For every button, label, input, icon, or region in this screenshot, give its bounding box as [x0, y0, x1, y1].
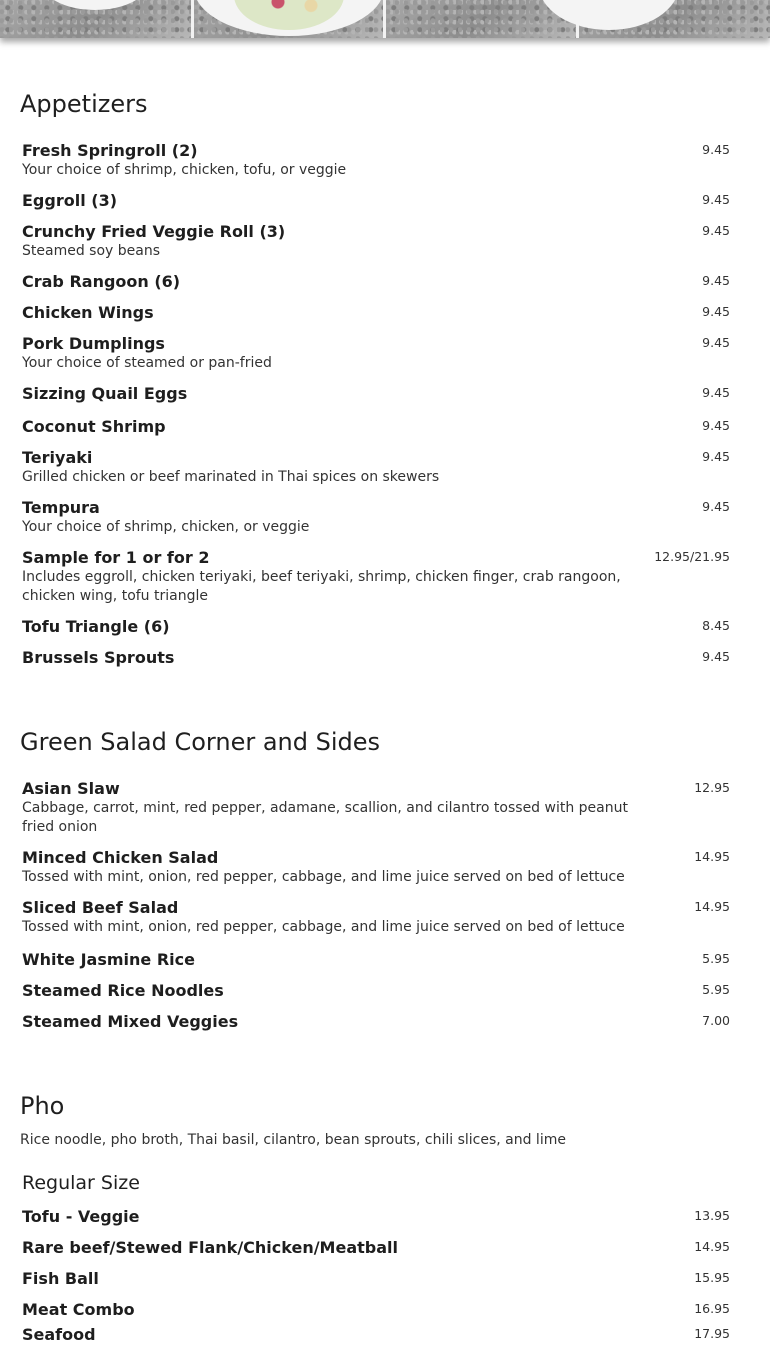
menu-item[interactable] [22, 898, 730, 937]
section-title: Appetizers [20, 90, 148, 118]
item-description: Grilled chicken or beef marinated in Thai spices on skewers [22, 469, 440, 485]
item-name: Rare beef/Stewed Flank/Chicken/Meatball [22, 1238, 398, 1257]
item-name: Pork Dumplings [22, 334, 165, 353]
item-price: 9.45 [702, 142, 730, 157]
menu-item[interactable] [22, 1325, 730, 1345]
item-price: 12.95 [694, 780, 730, 795]
item-name: Meat Combo [22, 1300, 135, 1319]
menu-item[interactable] [22, 1207, 730, 1227]
item-name: Asian Slaw [22, 779, 120, 798]
item-price: 5.95 [702, 951, 730, 966]
item-price: 14.95 [694, 899, 730, 914]
item-name: Seafood [22, 1325, 96, 1344]
item-name: Crunchy Fried Veggie Roll (3) [22, 222, 286, 241]
item-description: Your choice of steamed or pan-fried [22, 355, 272, 371]
item-price: 9.45 [702, 223, 730, 238]
item-description: Cabbage, carrot, mint, red pepper, adamane, scallion, and cilantro tossed with peanut fried onion [22, 800, 628, 835]
item-price: 14.95 [694, 1239, 730, 1254]
item-price: 9.45 [702, 499, 730, 514]
section-title: Green Salad Corner and Sides [20, 728, 381, 756]
item-description: Tossed with mint, onion, red pepper, cabbage, and lime juice served on bed of lettuce [22, 869, 625, 885]
menu-item[interactable] [22, 1238, 730, 1258]
item-description: Your choice of shrimp, chicken, tofu, or veggie [22, 162, 347, 178]
item-price: 9.45 [702, 418, 730, 433]
menu-item[interactable] [22, 417, 730, 437]
item-price: 9.45 [702, 649, 730, 664]
item-price: 16.95 [694, 1301, 730, 1316]
menu-item[interactable] [22, 848, 730, 887]
item-name: Sample for 1 or for 2 [22, 548, 210, 567]
item-name: Minced Chicken Salad [22, 848, 219, 867]
item-description: Tossed with mint, onion, red pepper, cabbage, and lime juice served on bed of lettuce [22, 919, 625, 935]
item-price: 13.95 [694, 1208, 730, 1223]
item-name: Steamed Rice Noodles [22, 981, 224, 1000]
menu-item[interactable] [22, 548, 730, 606]
menu-item[interactable] [22, 448, 730, 487]
menu-item[interactable] [22, 1300, 730, 1320]
menu-item[interactable] [22, 981, 730, 1001]
item-name: Coconut Shrimp [22, 417, 166, 436]
item-name: Tofu - Veggie [22, 1207, 140, 1226]
item-description: Your choice of shrimp, chicken, or veggie [22, 519, 310, 535]
menu-item[interactable] [22, 222, 730, 261]
item-price: 17.95 [694, 1326, 730, 1341]
item-name: Brussels Sprouts [22, 648, 175, 667]
menu-item[interactable] [22, 1012, 730, 1032]
item-description: Steamed soy beans [22, 243, 160, 259]
item-name: Tempura [22, 498, 100, 517]
item-price: 9.45 [702, 273, 730, 288]
menu-item[interactable] [22, 303, 730, 323]
menu-item[interactable] [22, 779, 730, 837]
item-price: 8.45 [702, 618, 730, 633]
item-name: Fresh Springroll (2) [22, 141, 198, 160]
menu-item[interactable] [22, 648, 730, 668]
item-price: 15.95 [694, 1270, 730, 1285]
item-name: Sizzing Quail Eggs [22, 384, 188, 403]
photo-banner [0, 0, 770, 38]
menu-item[interactable] [22, 950, 730, 970]
section-title: Pho [20, 1092, 65, 1120]
banner-photo-1 [0, 0, 191, 38]
item-price: 12.95/21.95 [654, 549, 730, 564]
item-name: Sliced Beef Salad [22, 898, 179, 917]
item-name: Eggroll (3) [22, 191, 118, 210]
item-name: Fish Ball [22, 1269, 99, 1288]
banner-photo-4 [579, 0, 770, 38]
item-name: Steamed Mixed Veggies [22, 1012, 239, 1031]
menu-item[interactable] [22, 191, 730, 211]
item-price: 9.45 [702, 335, 730, 350]
menu-item[interactable] [22, 1269, 730, 1289]
item-name: Teriyaki [22, 448, 93, 467]
item-name: White Jasmine Rice [22, 950, 195, 969]
item-name: Crab Rangoon (6) [22, 272, 181, 291]
menu-item[interactable] [22, 498, 730, 537]
banner-photo-2 [194, 0, 383, 38]
menu-item[interactable] [22, 384, 730, 404]
item-description: Includes eggroll, chicken teriyaki, beef teriyaki, shrimp, chicken finger, crab rangoon, chicken wing, tofu triangle [22, 569, 621, 604]
menu-item[interactable] [22, 617, 730, 637]
item-price: 5.95 [702, 982, 730, 997]
subsection-title: Regular Size [22, 1172, 140, 1194]
item-price: 14.95 [694, 849, 730, 864]
item-price: 9.45 [702, 304, 730, 319]
item-price: 9.45 [702, 192, 730, 207]
section-description: Rice noodle, pho broth, Thai basil, cilantro, bean sprouts, chili slices, and lime [20, 1132, 566, 1148]
item-price: 7.00 [702, 1013, 730, 1028]
item-name: Chicken Wings [22, 303, 154, 322]
menu-item[interactable] [22, 334, 730, 373]
menu-item[interactable] [22, 272, 730, 292]
item-price: 9.45 [702, 385, 730, 400]
item-name: Tofu Triangle (6) [22, 617, 170, 636]
menu-item[interactable] [22, 141, 730, 180]
item-price: 9.45 [702, 449, 730, 464]
